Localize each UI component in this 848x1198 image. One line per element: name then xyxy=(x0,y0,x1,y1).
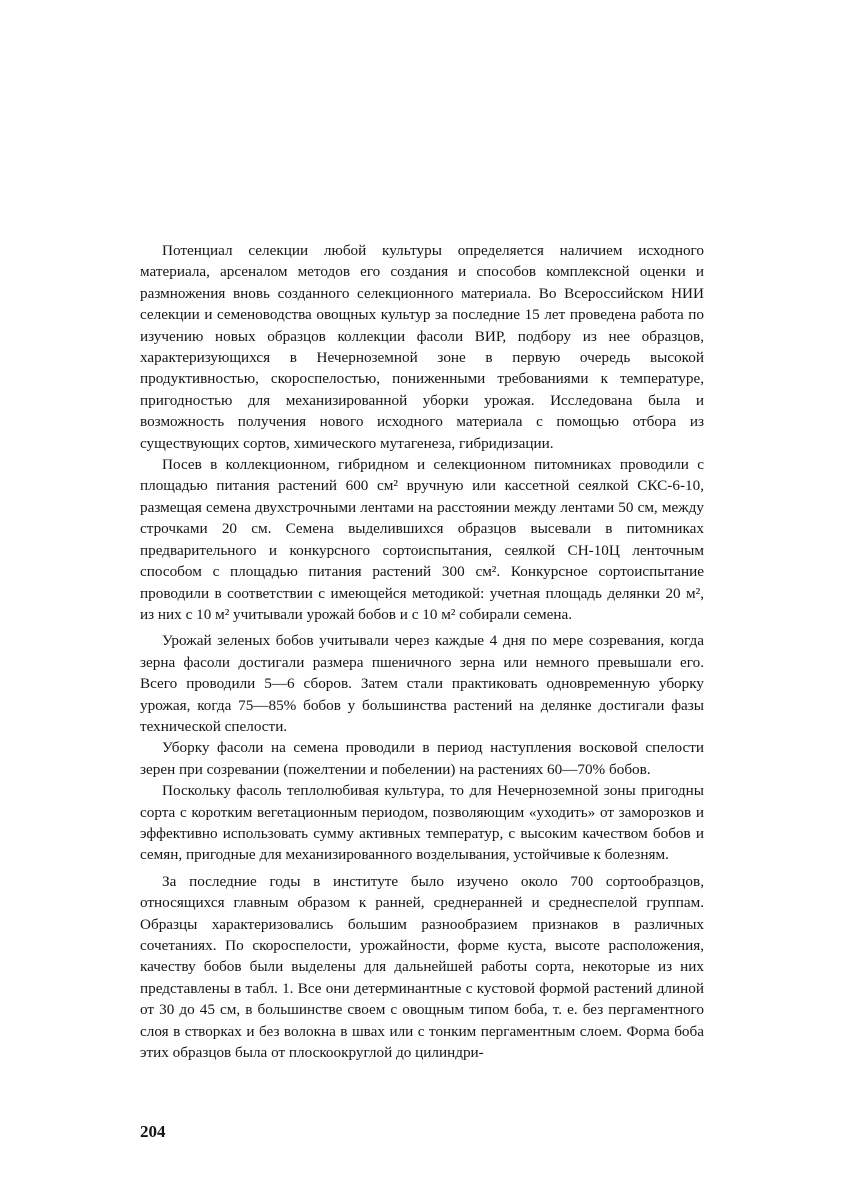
paragraph-study: За последние годы в институте было изучено около 700 сортообразцов, относящихся главным образом к ранней, среднеранней и среднеспелой группам. Образцы характеризовались большим разнообразием признаков в различных сочетаниях. По скороспелости, урожайности, форме куста, высоте расположения, качеству бобов были выделены для дальнейшей работы сорта, некоторые из них представлены в табл. 1. Все они детерминантные с кустовой формой растений длиной от 30 до 45 см, в большинстве своем с овощным типом боба, т. е. без пергаментного слоя в створках и без волокна в швах или с тонким пергаментным слоем. Форма боба этих образцов была от плоскоокруглой до цилиндри- xyxy=(140,872,704,1062)
paragraph-harvest-seed: Уборку фасоли на семена проводили в период наступления восковой спелости зерен при созревании (пожелтении и побелении) на растениях 60—70% бобов. xyxy=(140,739,704,778)
paragraph-potential: Потенциал селекции любой культуры определяется наличием исходного материала, арсеналом методов его создания и способов комплексной оценки и размножения вновь созданного селекционного материала. Во Всероссийском НИИ селекции и семеноводства овощных культур за последние 15 лет проведена работа по изучению новых образцов коллекции фасоли ВИР, подбору из нее образцов, характеризующихся в Нечерноземной зоне в первую очередь высокой продуктивностью, скороспелостью, пониженными требованиями к температуре, пригодностью для механизированной уборки урожая. Исследована была и возможность получения нового исходного материала с помощью отбора из существующих сортов, химического мутагенеза, гибридизации. xyxy=(140,242,704,452)
page-number: 204 xyxy=(140,1122,166,1141)
page-body xyxy=(140,240,704,1063)
paragraph-varieties: Поскольку фасоль теплолюбивая культура, то для Нечерноземной зоны пригодны сорта с коротким вегетационным периодом, позволяющим «уходить» от заморозков и эффективно использовать сумму активных температур, с высоким качеством бобов и семян, пригодные для механизированного возделывания, устойчивые к болезням. xyxy=(140,782,704,864)
paragraph-harvest-green: Урожай зеленых бобов учитывали через каждые 4 дня по мере созревания, когда зерна фасоли достигали размера пшеничного зерна или немного превышали его. Всего проводили 5—6 сборов. Затем стали практиковать одновременную уборку урожая, когда 75—85% бобов у большинства растений на делянке достигали фазы технической спелости. xyxy=(140,632,704,735)
paragraph-sowing: Посев в коллекционном, гибридном и селекционном питомниках проводили с площадью питания растений 600 см² вручную или кассетной сеялкой СКС-6-10, размещая семена двухстрочными лентами на расстоянии между лентами 50 см, между строчками 20 см. Семена выделившихся образцов высевали в питомниках предварительного и конкурсного сортоиспытания, сеялкой СН-10Ц ленточным способом с площадью питания растений 300 см². Конкурсное сортоиспытание проводили в соответствии с имеющейся методикой: учетная площадь делянки 20 м², из них с 10 м² учитывали урожай бобов и с 10 м² собирали семена. xyxy=(140,456,704,623)
